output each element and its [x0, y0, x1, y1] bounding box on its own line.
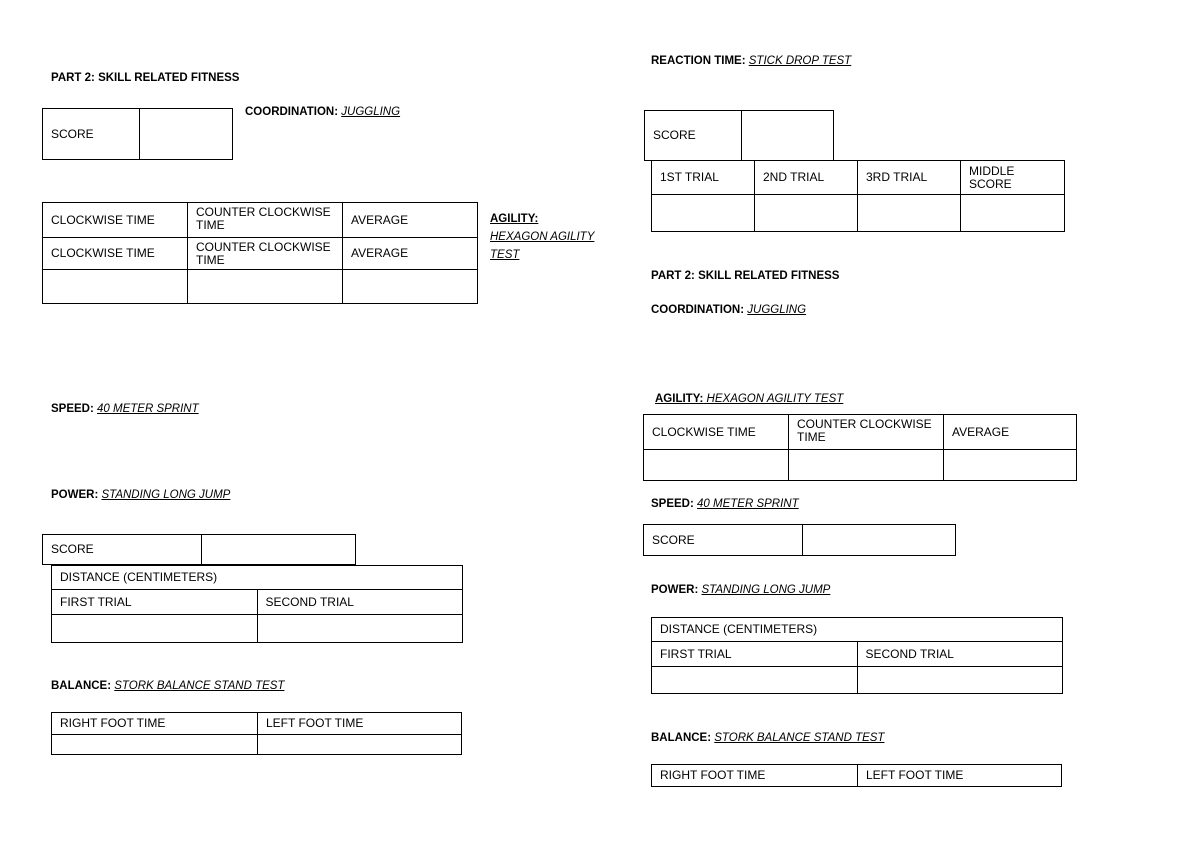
speed-test: 40 METER SPRINT [697, 498, 799, 510]
coordination-test: JUGGLING [747, 304, 807, 316]
second-trial-cell[interactable] [755, 195, 858, 232]
agility-test: HEXAGON AGILITY TEST [490, 231, 595, 261]
right-foot-time-header: RIGHT FOOT TIME [652, 765, 858, 787]
right-foot-time-cell[interactable] [52, 735, 258, 755]
speed-heading-right [651, 498, 799, 510]
counter-clockwise-time-header: COUNTER CLOCKWISE TIME [789, 415, 944, 450]
reaction-label: REACTION TIME: [651, 55, 746, 67]
second-trial-header: SECOND TRIAL [257, 590, 463, 615]
agility-table-left [42, 202, 478, 304]
score-cell[interactable] [803, 525, 956, 556]
right-foot-time-header: RIGHT FOOT TIME [52, 713, 258, 735]
speed-label: SPEED: [651, 498, 694, 510]
agility-table-right [643, 414, 1077, 481]
score-label: SCORE [644, 525, 803, 556]
coordination-test: JUGGLING [341, 106, 401, 118]
balance-label: BALANCE: [51, 680, 112, 692]
power-distance-table-right [651, 617, 1063, 694]
third-trial-header: 3RD TRIAL [858, 161, 961, 195]
speed-label: SPEED: [51, 403, 94, 415]
left-foot-time-cell[interactable] [258, 735, 462, 755]
first-trial-cell[interactable] [652, 667, 858, 694]
score-cell[interactable] [202, 535, 356, 565]
power-heading-right [651, 584, 830, 596]
average-header: AVERAGE [343, 238, 478, 270]
first-trial-header: FIRST TRIAL [52, 590, 258, 615]
middle-score-cell[interactable] [961, 195, 1065, 232]
counter-clockwise-time-cell[interactable] [188, 270, 343, 304]
part-title-left: PART 2: SKILL RELATED FITNESS [51, 72, 240, 84]
coordination-score-table [42, 108, 233, 160]
score-cell[interactable] [742, 111, 834, 161]
agility-heading-right [655, 393, 843, 405]
coordination-heading-left [245, 106, 400, 118]
distance-header: DISTANCE (CENTIMETERS) [652, 618, 1063, 642]
clockwise-time-header: CLOCKWISE TIME [43, 203, 188, 238]
score-label: SCORE [43, 535, 202, 565]
score-label: SCORE [645, 111, 742, 161]
coordination-label: COORDINATION: [651, 304, 745, 316]
coordination-label: COORDINATION: [245, 106, 339, 118]
balance-heading-left [51, 680, 284, 692]
left-foot-time-header: LEFT FOOT TIME [858, 765, 1062, 787]
distance-header: DISTANCE (CENTIMETERS) [52, 566, 463, 590]
first-trial-cell[interactable] [652, 195, 755, 232]
power-label: POWER: [51, 489, 99, 501]
part-title-right: PART 2: SKILL RELATED FITNESS [651, 270, 840, 282]
speed-heading-left [51, 403, 199, 415]
clockwise-time-cell[interactable] [644, 450, 789, 481]
second-trial-header: 2ND TRIAL [755, 161, 858, 195]
reaction-heading [651, 55, 851, 67]
agility-heading-left [490, 210, 602, 264]
average-header: AVERAGE [944, 415, 1077, 450]
score-cell[interactable] [140, 109, 233, 160]
second-trial-header: SECOND TRIAL [857, 642, 1063, 667]
average-cell[interactable] [944, 450, 1077, 481]
agility-label: AGILITY: [655, 393, 704, 405]
counter-clockwise-time-cell[interactable] [789, 450, 944, 481]
clockwise-time-header: CLOCKWISE TIME [43, 238, 188, 270]
power-label: POWER: [651, 584, 699, 596]
second-trial-cell[interactable] [257, 615, 463, 643]
balance-test: STORK BALANCE STAND TEST [714, 732, 885, 744]
coordination-heading-right [651, 304, 806, 316]
balance-label: BALANCE: [651, 732, 712, 744]
balance-test: STORK BALANCE STAND TEST [114, 680, 285, 692]
middle-score-header: MIDDLE SCORE [961, 161, 1065, 195]
power-distance-table-left [51, 565, 463, 643]
counter-clockwise-time-header: COUNTER CLOCKWISE TIME [188, 203, 343, 238]
score-label: SCORE [43, 109, 140, 160]
second-trial-cell[interactable] [857, 667, 1063, 694]
counter-clockwise-time-header: COUNTER CLOCKWISE TIME [188, 238, 343, 270]
clockwise-time-cell[interactable] [43, 270, 188, 304]
reaction-test: STICK DROP TEST [748, 55, 852, 67]
agility-label: AGILITY: [490, 213, 539, 225]
speed-score-table [643, 524, 956, 556]
first-trial-header: FIRST TRIAL [652, 642, 858, 667]
power-test: STANDING LONG JUMP [701, 584, 831, 596]
first-trial-cell[interactable] [52, 615, 258, 643]
average-cell[interactable] [343, 270, 478, 304]
first-trial-header: 1ST TRIAL [652, 161, 755, 195]
left-foot-time-header: LEFT FOOT TIME [258, 713, 462, 735]
reaction-score-table [644, 110, 834, 161]
power-heading-left [51, 489, 230, 501]
reaction-trials-table [651, 160, 1065, 232]
average-header: AVERAGE [343, 203, 478, 238]
power-score-table [42, 534, 356, 565]
third-trial-cell[interactable] [858, 195, 961, 232]
balance-table-left [51, 712, 462, 755]
balance-heading-right [651, 732, 884, 744]
power-test: STANDING LONG JUMP [101, 489, 231, 501]
balance-table-right [651, 764, 1062, 787]
clockwise-time-header: CLOCKWISE TIME [644, 415, 789, 450]
agility-test: HEXAGON AGILITY TEST [706, 393, 844, 405]
speed-test: 40 METER SPRINT [97, 403, 199, 415]
